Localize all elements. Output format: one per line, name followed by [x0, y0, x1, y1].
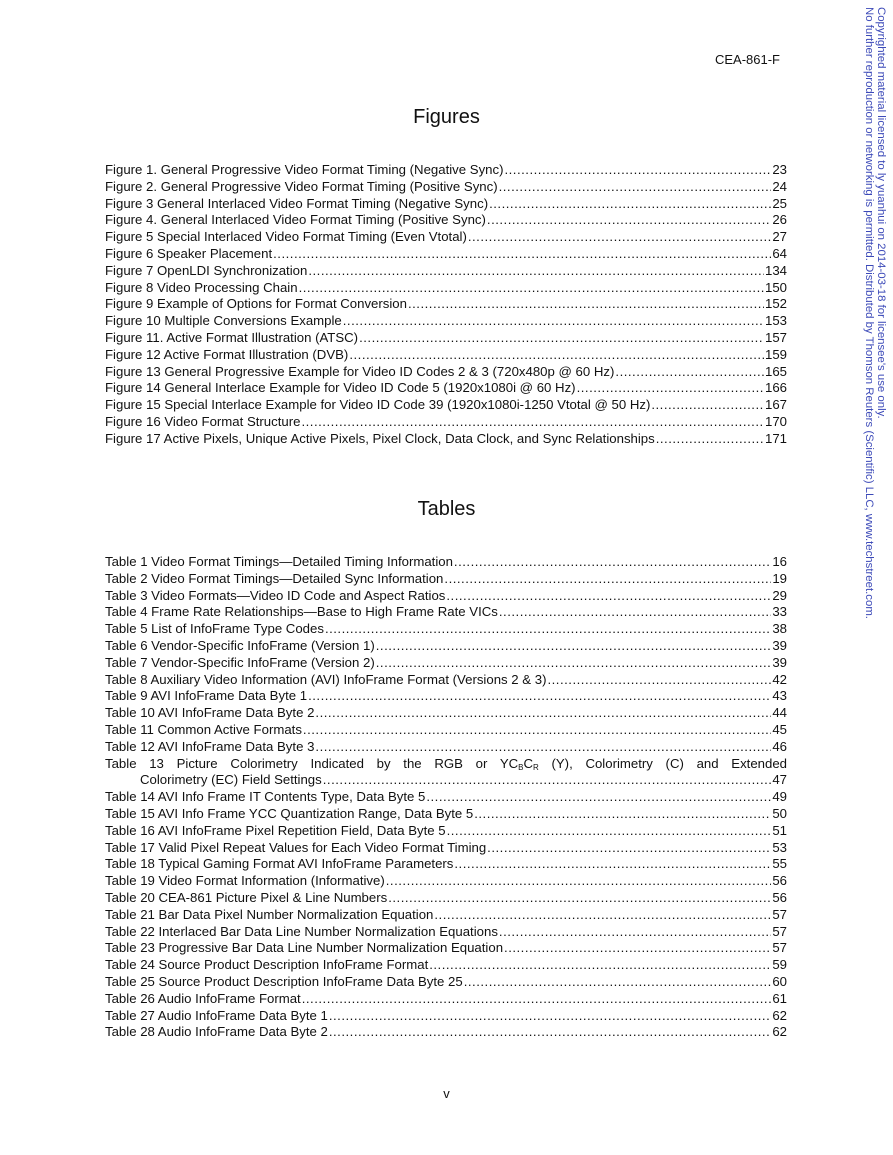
dot-leader	[408, 296, 764, 313]
table-entry	[105, 957, 787, 974]
figure-entry	[105, 397, 787, 414]
entry-title: Table 12 AVI InfoFrame Data Byte 3	[105, 738, 315, 754]
entry-page-number: 19	[772, 570, 787, 586]
copyright-notice	[863, 7, 887, 619]
entry-title: Figure 7 OpenLDI Synchronization	[105, 262, 308, 278]
figure-entry	[105, 431, 787, 448]
dot-leader	[299, 280, 764, 297]
copyright-line-2: No further reproduction or networking is permitted. Distributed by Thomson Reuters (Scientific) LLC, www.techstreet.com.	[863, 7, 875, 619]
table-entry	[105, 1024, 787, 1041]
entry-title: Table 14 AVI Info Frame IT Contents Type, Data Byte 5	[105, 789, 426, 805]
entry-title: Figure 10 Multiple Conversions Example	[105, 313, 342, 329]
tables-list	[105, 554, 787, 1041]
figure-entry	[105, 347, 787, 364]
entry-title: Table 20 CEA-861 Picture Pixel & Line Numbers	[105, 889, 388, 905]
entry-page-number: 24	[772, 178, 787, 194]
entry-title: Table 25 Source Product Description InfoFrame Data Byte 25	[105, 973, 463, 989]
entry-title: Figure 14 General Interlace Example for Video ID Code 5 (1920x1080i @ 60 Hz)	[105, 380, 576, 396]
dot-leader	[302, 991, 772, 1008]
entry-page-number: 47	[772, 772, 787, 788]
figure-entry	[105, 212, 787, 229]
dot-leader	[308, 688, 771, 705]
entry-title: Colorimetry (EC) Field Settings	[140, 772, 322, 788]
entry-page-number: 150	[764, 279, 787, 295]
table-entry	[105, 789, 787, 806]
entry-title: Table 3 Video Formats—Video ID Code and Aspect Ratios	[105, 587, 446, 603]
table-entry	[105, 672, 787, 689]
figures-heading: Figures	[413, 106, 480, 128]
dot-leader	[499, 179, 772, 196]
entry-title: Table 17 Valid Pixel Repeat Values for Each Video Format Timing	[105, 839, 487, 855]
entry-title: Figure 11. Active Format Illustration (ATSC)	[105, 329, 359, 345]
dot-leader	[386, 873, 772, 890]
dot-leader	[349, 347, 764, 364]
entry-title: Figure 4. General Interlaced Video Format Timing (Positive Sync)	[105, 212, 486, 228]
table-entry-line-1	[105, 756, 787, 773]
entry-page-number: 157	[764, 329, 787, 345]
dot-leader	[329, 1008, 771, 1025]
table-entry	[105, 991, 787, 1008]
entry-title: Figure 1. General Progressive Video Format Timing (Negative Sync)	[105, 162, 504, 177]
table-entry	[105, 638, 787, 655]
figure-entry	[105, 313, 787, 330]
dot-leader	[454, 554, 771, 571]
dot-leader	[434, 907, 771, 924]
dot-leader	[504, 940, 771, 957]
dot-leader	[499, 924, 771, 941]
entry-page-number: 38	[772, 621, 787, 637]
entry-text-part: Table 13 Picture Colorimetry Indicated by the RGB or YC	[105, 755, 519, 771]
entry-title: Figure 15 Special Interlace Example for Video ID Code 39 (1920x1080i-1250 Vtotal @ 50 Hz)	[105, 397, 651, 413]
figure-entry	[105, 364, 787, 381]
subscript-b: B	[518, 762, 524, 772]
table-entry	[105, 924, 787, 941]
dot-leader	[656, 431, 764, 448]
entry-title: Figure 3 General Interlaced Video Format Timing (Negative Sync)	[105, 195, 489, 211]
table-entry	[105, 688, 787, 705]
table-entry	[105, 823, 787, 840]
table-entry	[105, 873, 787, 890]
dot-leader	[273, 246, 771, 263]
dot-leader	[464, 974, 772, 991]
entry-title: Table 10 AVI InfoFrame Data Byte 2	[105, 705, 315, 721]
entry-page-number: 26	[772, 212, 787, 228]
entry-title: Table 24 Source Product Description InfoFrame Format	[105, 957, 429, 973]
dot-leader	[447, 823, 772, 840]
entry-title: Table 27 Audio InfoFrame Data Byte 1	[105, 1007, 328, 1023]
entry-page-number: 153	[764, 313, 787, 329]
entry-page-number: 49	[772, 789, 787, 805]
dot-leader	[359, 330, 764, 347]
dot-leader	[577, 380, 764, 397]
dot-leader	[303, 722, 771, 739]
entry-title: Table 2 Video Format Timings—Detailed Sync Information	[105, 570, 444, 586]
figure-entry	[105, 280, 787, 297]
table-entry	[105, 940, 787, 957]
entry-page-number: 170	[764, 413, 787, 429]
table-entry	[105, 856, 787, 873]
entry-page-number: 25	[772, 195, 787, 211]
figure-entry	[105, 330, 787, 347]
table-entry	[105, 722, 787, 739]
dot-leader	[547, 672, 771, 689]
entry-page-number: 55	[772, 856, 787, 872]
entry-page-number: 166	[764, 380, 787, 396]
entry-page-number: 59	[772, 957, 787, 973]
entry-page-number: 33	[772, 604, 787, 620]
table-entry	[105, 571, 787, 588]
dot-leader	[429, 957, 771, 974]
table-entry	[105, 705, 787, 722]
entry-page-number: 44	[772, 705, 787, 721]
table-entry	[105, 655, 787, 672]
entry-title: Table 23 Progressive Bar Data Line Number Normalization Equation	[105, 940, 504, 956]
figure-entry	[105, 162, 787, 179]
dot-leader	[444, 571, 771, 588]
table-entry	[105, 756, 787, 790]
entry-title: Table 5 List of InfoFrame Type Codes	[105, 621, 324, 637]
entry-page-number: 57	[772, 940, 787, 956]
entry-page-number: 61	[772, 990, 787, 1006]
figure-entry	[105, 196, 787, 213]
entry-title: Figure 12 Active Format Illustration (DVB)	[105, 346, 349, 362]
entry-title: Figure 13 General Progressive Example for Video ID Codes 2 & 3 (720x480p @ 60 Hz)	[105, 363, 615, 379]
entry-title: Table 7 Vendor-Specific InfoFrame (Version 2)	[105, 654, 375, 670]
entry-text-part: (Y), Colorimetry (C) and Extended	[538, 755, 787, 771]
entry-page-number: 167	[764, 397, 787, 413]
dot-leader	[388, 890, 771, 907]
entry-title: Table 21 Bar Data Pixel Number Normalization Equation	[105, 906, 434, 922]
entry-page-number: 23	[772, 162, 787, 177]
entry-page-number: 39	[772, 654, 787, 670]
entry-title: Table 19 Video Format Information (Informative)	[105, 873, 385, 889]
figure-entry	[105, 246, 787, 263]
entry-page-number: 46	[772, 738, 787, 754]
entry-page-number: 62	[772, 1007, 787, 1023]
entry-page-number: 16	[772, 554, 787, 569]
figure-entry	[105, 296, 787, 313]
dot-leader	[343, 313, 764, 330]
entry-title: Table 4 Frame Rate Relationships—Base to High Frame Rate VICs	[105, 604, 498, 620]
entry-page-number: 171	[764, 430, 787, 446]
table-entry	[105, 621, 787, 638]
dot-leader	[615, 364, 764, 381]
entry-text-part: C	[523, 755, 534, 771]
entry-page-number: 39	[772, 637, 787, 653]
entry-title: Table 26 Audio InfoFrame Format	[105, 990, 301, 1006]
dot-leader	[376, 655, 772, 672]
entry-title: Figure 5 Special Interlaced Video Format Timing (Even Vtotal)	[105, 229, 467, 245]
entry-title: Table 22 Interlaced Bar Data Line Number Normalization Equations	[105, 923, 498, 939]
dot-leader	[315, 739, 771, 756]
copyright-line-1: Copyrighted material licensed to ly yuanhui on 2014-03-18 for licensee's use only.	[875, 7, 887, 419]
entry-title: Figure 9 Example of Options for Format Conversion	[105, 296, 407, 312]
dot-leader	[504, 162, 771, 179]
table-entry-line-2	[105, 772, 787, 789]
figure-entry	[105, 263, 787, 280]
entry-title: Table 15 AVI Info Frame YCC Quantization Range, Data Byte 5	[105, 805, 474, 821]
subscript-r: R	[533, 762, 539, 772]
entry-page-number: 60	[772, 973, 787, 989]
entry-title: Table 6 Vendor-Specific InfoFrame (Version 1)	[105, 637, 375, 653]
entry-title: Table 28 Audio InfoFrame Data Byte 2	[105, 1024, 328, 1040]
entry-page-number: 29	[772, 587, 787, 603]
table-entry	[105, 604, 787, 621]
dot-leader	[487, 840, 771, 857]
tables-heading: Tables	[417, 498, 476, 520]
entry-page-number: 159	[764, 346, 787, 362]
dot-leader	[487, 212, 771, 229]
table-entry	[105, 907, 787, 924]
table-entry	[105, 890, 787, 907]
dot-leader	[474, 806, 771, 823]
entry-title: Table 18 Typical Gaming Format AVI InfoFrame Parameters	[105, 856, 454, 872]
entry-title: Table 1 Video Format Timings—Detailed Timing Information	[105, 554, 453, 569]
dot-leader	[651, 397, 764, 414]
dot-leader	[325, 621, 771, 638]
dot-leader	[499, 604, 771, 621]
entry-page-number: 57	[772, 906, 787, 922]
dot-leader	[323, 772, 772, 789]
entry-title: Figure 2. General Progressive Video Format Timing (Positive Sync)	[105, 178, 498, 194]
table-entry	[105, 974, 787, 991]
table-entry	[105, 1008, 787, 1025]
document-id: CEA-861-F	[714, 52, 780, 67]
figure-entry	[105, 179, 787, 196]
entry-title: Table 9 AVI InfoFrame Data Byte 1	[105, 688, 308, 704]
dot-leader	[468, 229, 771, 246]
entry-page-number: 56	[772, 873, 787, 889]
table-entry	[105, 840, 787, 857]
table-entry	[105, 588, 787, 605]
entry-page-number: 53	[772, 839, 787, 855]
dot-leader	[308, 263, 764, 280]
entry-page-number: 45	[772, 721, 787, 737]
figure-entry	[105, 229, 787, 246]
entry-page-number: 51	[772, 822, 787, 838]
entry-page-number: 50	[772, 805, 787, 821]
dot-leader	[446, 588, 771, 605]
entry-page-number: 165	[764, 363, 787, 379]
dot-leader	[329, 1024, 771, 1041]
entry-page-number: 42	[772, 671, 787, 687]
dot-leader	[454, 856, 771, 873]
dot-leader	[489, 196, 771, 213]
page-number: v	[443, 1086, 450, 1101]
entry-title: Figure 8 Video Processing Chain	[105, 279, 298, 295]
figures-list	[105, 162, 787, 448]
entry-title: Figure 17 Active Pixels, Unique Active Pixels, Pixel Clock, Data Clock, and Sync Relationships	[105, 430, 655, 446]
entry-title: Table 8 Auxiliary Video Information (AVI) InfoFrame Format (Versions 2 & 3)	[105, 671, 547, 687]
table-entry	[105, 806, 787, 823]
entry-title: Figure 16 Video Format Structure	[105, 413, 301, 429]
entry-page-number: 56	[772, 889, 787, 905]
dot-leader	[301, 414, 764, 431]
dot-leader	[426, 789, 771, 806]
entry-page-number: 43	[772, 688, 787, 704]
table-entry	[105, 739, 787, 756]
figure-entry	[105, 414, 787, 431]
entry-page-number: 152	[764, 296, 787, 312]
entry-title: Table 11 Common Active Formats	[105, 721, 302, 737]
entry-page-number: 57	[772, 923, 787, 939]
entry-page-number: 62	[772, 1024, 787, 1040]
dot-leader	[315, 705, 771, 722]
figure-entry	[105, 380, 787, 397]
entry-page-number: 64	[772, 245, 787, 261]
table-entry	[105, 554, 787, 571]
entry-title: Figure 6 Speaker Placement	[105, 245, 273, 261]
entry-title: Table 16 AVI InfoFrame Pixel Repetition Field, Data Byte 5	[105, 822, 446, 838]
entry-page-number: 27	[772, 229, 787, 245]
dot-leader	[376, 638, 772, 655]
entry-page-number: 134	[764, 262, 787, 278]
